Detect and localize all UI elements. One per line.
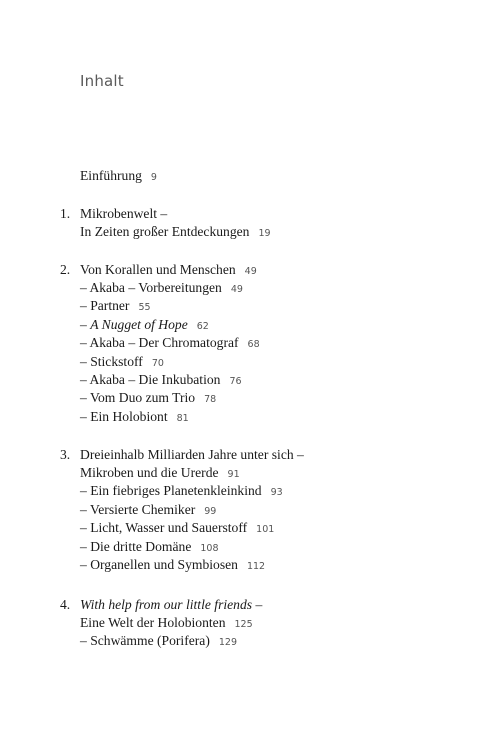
toc-entry[interactable] [80, 389, 216, 409]
toc-entry[interactable] [80, 316, 209, 336]
toc-entry[interactable] [80, 538, 219, 558]
entry-title: – Akaba – Die Inkubation [80, 372, 221, 387]
page-number: 91 [227, 469, 240, 480]
page-number: 101 [256, 524, 275, 535]
page-number: 78 [204, 394, 217, 405]
toc-entry-intro[interactable] [80, 167, 157, 187]
chapter-subtitle[interactable] [80, 614, 253, 634]
page-number: 125 [234, 619, 253, 630]
chapter-title[interactable]: Dreieinhalb Milliarden Jahre unter sich – [80, 447, 304, 462]
entry-title: – Akaba – Vorbereitungen [80, 280, 222, 295]
entry-title: – Licht, Wasser und Sauerstoff [80, 520, 248, 535]
chapter-subtitle[interactable] [80, 223, 271, 243]
toc-entry[interactable] [80, 353, 164, 373]
chapter-number: 2. [60, 262, 71, 277]
entry-title: – Schwämme (Porifera) [80, 633, 210, 648]
toc-entry[interactable] [80, 371, 242, 391]
toc-heading: Inhalt [80, 72, 124, 90]
page-number: 70 [151, 358, 164, 369]
entry-title: Eine Welt der Holobionten [80, 615, 226, 630]
entry-title: In Zeiten großer Entdeckungen [80, 224, 250, 239]
page-number: 68 [247, 339, 260, 350]
entry-prefix: – [80, 317, 91, 332]
chapter-subtitle[interactable] [80, 464, 240, 484]
entry-title: – Ein Holobiont [80, 409, 168, 424]
toc-entry[interactable] [80, 556, 265, 576]
page-number: 19 [258, 228, 271, 239]
page-number: 112 [246, 561, 266, 572]
chapter-number: 1. [60, 206, 71, 221]
toc-entry[interactable] [80, 334, 260, 354]
toc-entry[interactable] [80, 501, 216, 521]
entry-title: – Ein fiebriges Planetenkleinkind [80, 483, 262, 498]
entry-title: Von Korallen und Menschen [80, 262, 236, 277]
entry-title: Mikroben und die Urerde [80, 465, 219, 480]
toc-entry[interactable] [80, 297, 151, 317]
entry-title: With help from our little friends [80, 597, 253, 612]
page-number: 93 [270, 487, 283, 498]
toc-entry[interactable] [80, 482, 283, 502]
chapter-number: 3. [60, 447, 71, 462]
entry-title: – Die dritte Domäne [80, 539, 192, 554]
page-number: 55 [138, 302, 151, 313]
toc-entry[interactable] [80, 408, 189, 428]
page-number: 49 [230, 284, 243, 295]
entry-title: Einführung [80, 168, 142, 183]
chapter-title[interactable] [80, 596, 262, 614]
entry-title: – Versierte Chemiker [80, 502, 196, 517]
toc-entry[interactable] [80, 519, 274, 539]
toc-entry[interactable] [80, 632, 237, 652]
page-number: 129 [218, 637, 237, 648]
page-number: 62 [196, 321, 209, 332]
chapter-title[interactable]: Mikrobenwelt – [80, 206, 168, 221]
page-number: 49 [244, 266, 257, 277]
entry-title: – Stickstoff [80, 354, 143, 369]
chapter-title[interactable] [80, 261, 257, 281]
entry-title: – Partner [80, 298, 130, 313]
entry-title: – Akaba – Der Chromatograf [80, 335, 239, 350]
entry-title: A Nugget of Hope [90, 317, 188, 332]
toc-entry[interactable] [80, 279, 243, 299]
entry-title: – Vom Duo zum Trio [80, 390, 196, 405]
page-number: 76 [229, 376, 242, 387]
page-number: 9 [150, 172, 157, 183]
entry-dash: – [252, 597, 263, 612]
entry-title: – Organellen und Symbiosen [80, 557, 238, 572]
page-number: 81 [176, 413, 189, 424]
page-number: 99 [204, 506, 217, 517]
page-number: 108 [200, 543, 219, 554]
chapter-number: 4. [60, 597, 71, 612]
